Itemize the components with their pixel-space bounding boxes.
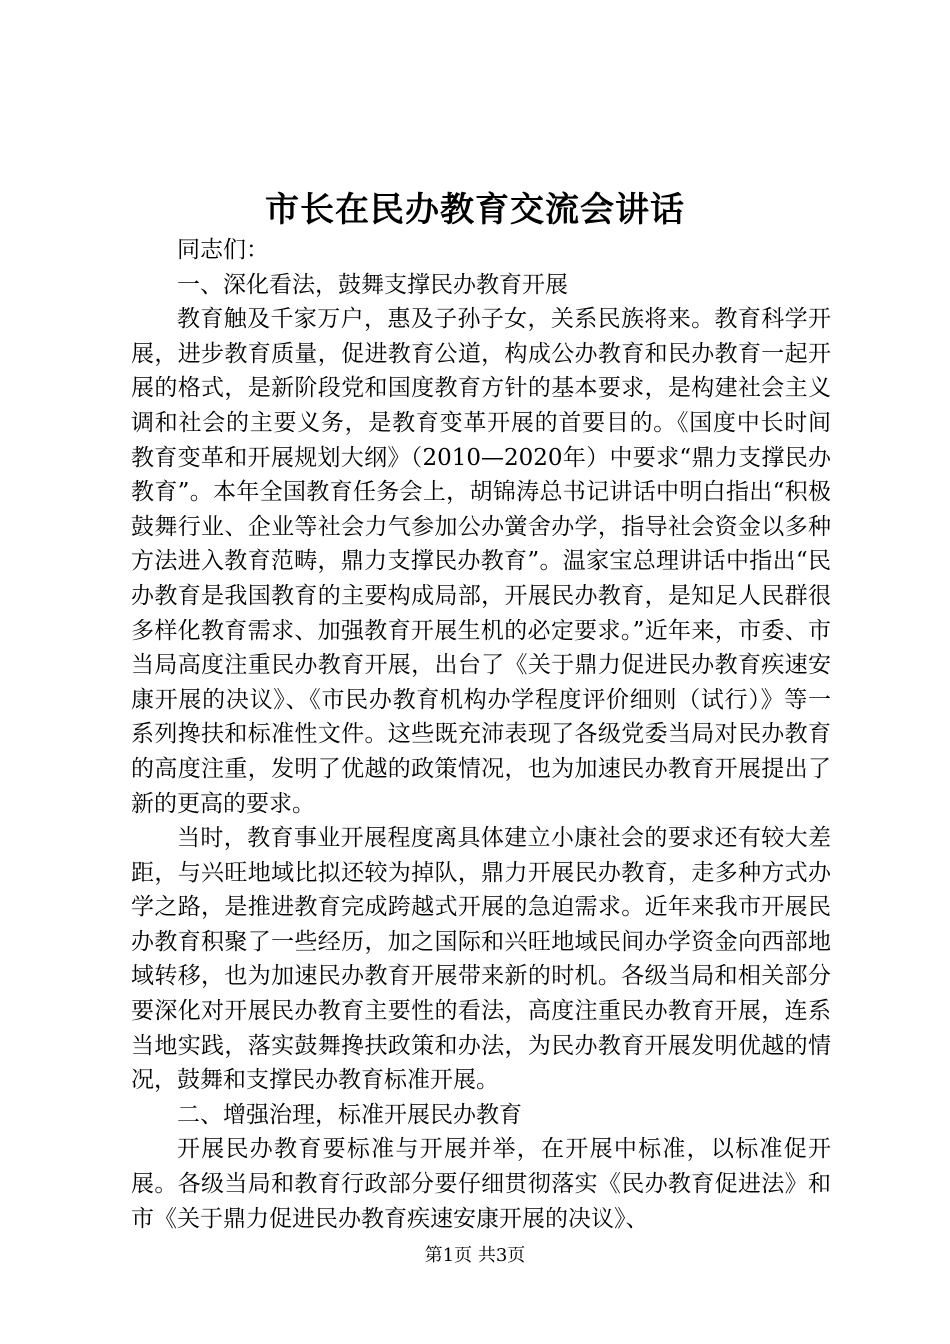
section-heading-2: 二、增强治理，标准开展民办教育 (177, 1101, 522, 1128)
body-paragraph-2: 当时，教育事业开展程度离具体建立小康社会的要求还有较大差距，与兴旺地域比拟还较为掉队，鼎力开展民办教育，走多种方式办学之路，是推进教育完成跨越式开展的急迫需求。近年来我市开展民办教育积聚了一些经历，加之国际和兴旺地域民间办学资金向西部地域转移，也为加速民办教育开展带来新的时机。各级当局和相关部分要深化对开展民办教育主要性的看法，高度注重民办教育开展，连系当地实践，落实鼓舞搀扶政策和办法，为民办教育开展发明优越的情况，鼓舞和支撑民办教育标准开展。 (131, 825, 831, 1094)
document-body (131, 233, 831, 1236)
body-paragraph-3: 开展民办教育要标准与开展并举，在开展中标准，以标准促开展。各级当局和教育行政部分要仔细贯彻落实《民办教育促进法》和市《关于鼎力促进民办教育疾速安康开展的决议》、 (131, 1136, 831, 1232)
body-paragraph-1: 教育触及千家万户，惠及子孙子女，关系民族将来。教育科学开展，进步教育质量，促进教育公道，构成公办教育和民办教育一起开展的格式，是新阶段党和国度教育方针的基本要求，是构建社会主义调和社会的主要义务，是教育变革开展的首要目的。《国度中长时间教育变革和开展规划大纲》（2010—2020年）中要求“鼎力支撑民办教育”。本年全国教育任务会上，胡锦涛总书记讲话中明白指出“积极鼓舞行业、企业等社会力气参加公办黉舍办学，指导社会资金以多种方法进入教育范畴，鼎力支撑民办教育”。温家宝总理讲话中指出“民办教育是我国教育的主要构成局部，开展民办教育，是知足人民群很多样化教育需求、加强教育开展生机的必定要求。”近年来，市委、市当局高度注重民办教育开展，出台了《关于鼎力促进民办教育疾速安康开展的决议》、《市民办教育机构办学程度评价细则（试行）》等一系列搀扶和标准性文件。这些既充沛表现了各级党委当局对民办教育的高度注重，发明了优越的政策情况，也为加速民办教育开展提出了新的更高的要求。 (131, 306, 831, 817)
document-title: 市长在民办教育交流会讲话 (265, 190, 685, 230)
section-heading-1: 一、深化看法，鼓舞支撑民办教育开展 (177, 271, 568, 298)
page-footer: 第1页 共3页 (424, 1245, 526, 1266)
greeting-paragraph: 同志们： (177, 237, 269, 263)
